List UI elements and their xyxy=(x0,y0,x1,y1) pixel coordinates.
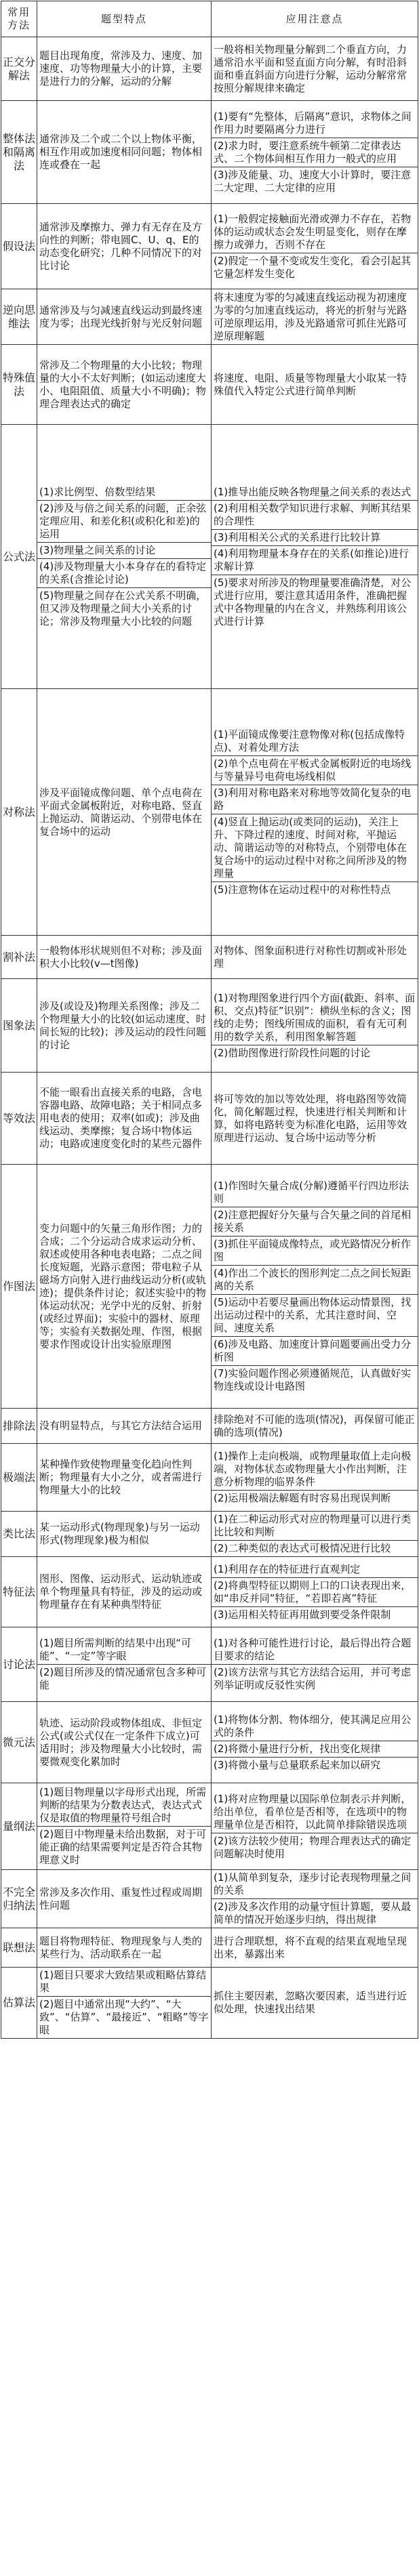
method-name: 类比法 xyxy=(1,1512,37,1557)
method-name: 作图法 xyxy=(1,1165,37,1409)
table-row xyxy=(1,1783,418,1870)
note-item: 将速度、电阻、质量等物理量大小取某一特殊值代入特定公式进行简单判断 xyxy=(214,371,407,397)
note-item: (1)一般假定接触面光滑或弹力不存在，若物体的运动或状态会发生明显变化，则存在摩擦力或弹力，否则不存在 xyxy=(214,212,412,251)
method-name: 逆向思维法 xyxy=(1,289,37,345)
feature-item: (1)题目物理量以字母形式出现，所需判断的结果为分数表达式，表达式式仅是取值的物理量符号组合时 xyxy=(39,1786,207,1824)
feature-item: 通常涉及二个或二个以上物体平衡，相互作用或加速度相同问题；物体相连或叠在一起 xyxy=(39,133,203,171)
notes-cell xyxy=(212,204,418,289)
notes-cell xyxy=(212,1557,418,1627)
features-cell xyxy=(37,1783,212,1870)
note-item: (3)利用对称电路来对称地等效简化复杂的电路 xyxy=(212,785,418,812)
table-row xyxy=(1,204,418,289)
notes-cell xyxy=(212,345,418,425)
feature-item: (3)物理量之间关系的讨论 xyxy=(37,542,211,557)
header-notes: 应用注意点 xyxy=(212,1,418,37)
method-name: 极端法 xyxy=(1,1444,37,1512)
note-item: (1)对各种可能性进行讨论，最后得出符合题目要求的结论 xyxy=(214,1637,412,1662)
feature-item: (5)物理量之间存在公式关系不明确，但又涉及物理量之间大小关系的讨论；常涉及物理量大小比较的问题 xyxy=(37,587,211,628)
note-item: (1)将对应物理量以国际单位制表示并判断，给出单位，看单位是否相等，在选项中的物理量单位是否相符，以此简单排除错误选项 xyxy=(214,1792,412,1831)
note-item: 进行合理联想，将不直观的结果直观地呈现出来，暴露出来 xyxy=(214,1934,407,1960)
table-row xyxy=(1,289,418,345)
note-item: (4)作出二个波长的图形判定二点之间长短距离的关系 xyxy=(212,1265,418,1293)
feature-item: 一般物体形状规则但不对称；涉及面积大小比较(v—t图像) xyxy=(39,944,203,970)
note-item: (1)推导出能反映各物理量之间关系的表达式 xyxy=(214,485,412,498)
features-cell xyxy=(37,1165,212,1409)
feature-item: 某种操作致使物理量变化趋向性判断；物理量有大小之分，或者需进行物理量大小的比较 xyxy=(39,1458,203,1496)
table-row xyxy=(1,1928,418,1968)
feature-item: (4)涉及物理量大小本身存在的看特定的关系(含推论讨论) xyxy=(37,558,211,586)
note-item: (6)涉及电路、加速度计算问题要画出受力分析图 xyxy=(212,1336,418,1364)
features-cell xyxy=(37,204,212,289)
table-row xyxy=(1,979,418,1073)
feature-item: 通常涉及摩擦力、弹力有无存在及方向性的判断；带电圆C、U、q、E的动态变化研究；几种不同情况下的对比讨论 xyxy=(39,220,203,272)
note-item: (5)要求对所涉及的物理量要准确清楚，对公式进行应用，要注意其适用条件，准确把握式中各物理量的内在含义，并熟练利用该公式进行计算 xyxy=(212,575,418,628)
notes-cell xyxy=(212,689,418,936)
features-cell xyxy=(37,1444,212,1512)
note-item: (1)平面镜成像要注意物像对称(包括成像特点)、对着处理方法 xyxy=(214,728,405,753)
note-item: (2)二种类似的表达式可极情况进行比较 xyxy=(212,1540,418,1555)
note-item: (2)该方法较少使用；物理合理表达式的确定问题解决时使用 xyxy=(212,1833,418,1861)
feature-item: (1)题目只要求大致结果或粗略估算结果 xyxy=(39,1969,207,1994)
note-item: 一般将相关物理量分解到二个垂直方向，力通常沿水平面和竖直面方向分解，有时沿斜面和垂直斜面方向进行分解，运动分解常常按照分解规律来确定 xyxy=(214,43,407,94)
method-name: 正交分解法 xyxy=(1,37,37,101)
feature-item: (1)求比例型、倍数型结果 xyxy=(39,485,156,498)
note-item: (3)抓住平面镜成像特点，或光路情况分析作图 xyxy=(212,1236,418,1264)
feature-item: 题目将物理特征、物理现象与人类的某些行为、活动联系在一起 xyxy=(39,1934,203,1960)
note-item: (2)借助图像进行阶段性问题的讨论 xyxy=(212,1045,418,1060)
note-item: (3)将微小量与总量联系起来加以研究 xyxy=(212,1757,418,1772)
table-row xyxy=(1,1968,418,2039)
features-cell xyxy=(37,1409,212,1444)
features-cell xyxy=(37,289,212,345)
note-item: (1)要有“先整体，后隔离”意识，求物体之间作用力时要隔离分力进行 xyxy=(214,110,412,136)
notes-cell xyxy=(212,1444,418,1512)
note-item: 抓住主要因素，忽略次要因素，适当进行近似处理，快速找出结果 xyxy=(214,1990,407,2015)
table-header-row xyxy=(1,1,418,37)
note-item: (3)利用相关公式的关系进行比较计算 xyxy=(212,529,418,544)
notes-cell xyxy=(212,1928,418,1968)
table-row xyxy=(1,425,418,689)
note-item: (1)作图时矢量合成(分解)遵循平行四边形法则 xyxy=(214,1180,409,1205)
method-name: 整体法和隔离法 xyxy=(1,101,37,204)
table-row xyxy=(1,936,418,979)
features-cell xyxy=(37,1557,212,1627)
notes-cell xyxy=(212,979,418,1073)
header-features: 题型特点 xyxy=(37,1,212,37)
note-item: (1)从简单到复杂，逐步讨论表现物理量之间的关系 xyxy=(214,1871,412,1896)
feature-item: 通常涉及与匀减速直线运动到最终速度为零；出现光线折射与光反射问题 xyxy=(39,304,203,329)
note-item: (5)运动中若要尽量画出物体运动情景图，找出运动过程中的关系，尤其注意时间、空间、速度关系 xyxy=(212,1294,418,1335)
note-item: (2)利用相关数学知识进行求解、判断其结果的合理性 xyxy=(212,500,418,528)
method-name: 对称法 xyxy=(1,689,37,936)
notes-cell xyxy=(212,1512,418,1557)
notes-cell xyxy=(212,1968,418,2039)
notes-cell xyxy=(212,1783,418,1870)
table-row xyxy=(1,101,418,204)
table-row xyxy=(1,1702,418,1783)
feature-item: (2)题目中物理量未给出数据，对于可能正确的结果需要判定是否符合其物理意义时 xyxy=(37,1826,211,1867)
features-cell xyxy=(37,1870,212,1928)
note-item: (2)将典型特征以期则上口的口诀表现出来，如“串反并同”特征，“若即若离”特征 xyxy=(212,1577,418,1605)
method-name: 割补法 xyxy=(1,936,37,979)
features-cell xyxy=(37,37,212,101)
table-row xyxy=(1,689,418,936)
feature-item: 某一运动形式(物理现象)与另一运动形式(物理现象)极为相似 xyxy=(39,1521,200,1546)
features-cell xyxy=(37,689,212,936)
note-item: (2)运用极端法解题有时容易出现误判断 xyxy=(212,1490,418,1505)
method-name: 公式法 xyxy=(1,425,37,689)
table-row xyxy=(1,1512,418,1557)
table-body xyxy=(1,37,418,2039)
note-item: (1)在二种运动形式对应的物理量可以进行类比比较和判断 xyxy=(214,1513,412,1538)
features-cell xyxy=(37,345,212,425)
notes-cell xyxy=(212,101,418,204)
note-item: (2)将微小量进行分析，找出变化规律 xyxy=(212,1741,418,1756)
header-method: 常用方法 xyxy=(1,1,37,37)
feature-item: 变力问题中的矢量三角形作图；力的合成；二个分运动合成求运动分析、叙述或使用各种电表电路；二点之间长度短题，光路示意图；带电粒子从磁场方向射入进行曲线运动分析(或轨迹)；提供条件讨论；叙述实验中的物体运动状况；光学中光的反射、折射(或经过界面)；实验中的器材、原理等；实验有关数据处理、作图，根据要求作图或设计出实验原理图 xyxy=(39,1222,206,1350)
features-cell xyxy=(37,1928,212,1968)
table-row xyxy=(1,1557,418,1627)
method-name: 图象法 xyxy=(1,979,37,1073)
notes-cell xyxy=(212,1627,418,1702)
features-cell xyxy=(37,101,212,204)
note-item: (1)将物体分割、物体细分，使其满足应用公式的条件 xyxy=(214,1713,412,1739)
features-cell xyxy=(37,1968,212,2039)
method-name: 排除法 xyxy=(1,1409,37,1444)
note-item: (1)利用存在的特征进行直观判定 xyxy=(214,1562,361,1575)
notes-cell xyxy=(212,1409,418,1444)
feature-item: 轨迹、运动阶段或物体组成、非恒定公式(或公式仅在一定条件下成立)可适用时；涉及物理量大小比较时，需要微观变化累加时 xyxy=(39,1716,203,1768)
notes-cell xyxy=(212,289,418,345)
notes-cell xyxy=(212,936,418,979)
method-name: 估算法 xyxy=(1,1968,37,2039)
note-item: (4)竖直上抛运动(或类同的运动)，关注上升、下降过程的速度、时间对称，平抛运动、简谐运动等的对称特点，个别带电体在复合场中的运动过程中对称之间所涉及的物理量 xyxy=(212,814,418,880)
feature-item: (2)涉及与倍之间关系的问题，正余弦定理应用、和差化积(或积化和差)的运用 xyxy=(37,500,211,541)
note-item: (4)利用物理量本身存在的关系(如推论)进行求解计算 xyxy=(212,545,418,573)
method-name: 不完全归纳法 xyxy=(1,1870,37,1928)
feature-item: 涉及平面镜成像问题、单个点电荷在平面式金属板附近，对称电路、竖直上抛运动、简谐运动、个别带电体在复合场中的运动 xyxy=(39,786,203,837)
table-row xyxy=(1,1073,418,1165)
note-item: (2)单个点电荷在平板式金属板附近的电场线与等量异号电荷电场线相似 xyxy=(212,755,418,783)
method-name: 特殊值法 xyxy=(1,345,37,425)
note-item: (7)实验问题作图必须遵循规范，认真做好实物连线或设计电路图 xyxy=(212,1365,418,1393)
note-item: 排除绝对不可能的选项(情况)，再保留可能正确的选项(情况) xyxy=(214,1413,415,1438)
feature-item: 常涉及二个物理量的大小比较；物理量的大小不太好判断；(如运动速度大小、电阻阻值、质量大小不明确)；物理合理表达式的确定 xyxy=(39,358,206,410)
table-row xyxy=(1,37,418,101)
note-item: (2)注意把握好分矢量与合矢量之间的首尾相接关系 xyxy=(212,1207,418,1234)
features-cell xyxy=(37,1512,212,1557)
features-cell xyxy=(37,425,212,689)
table-row xyxy=(1,1870,418,1928)
note-item: 将末速度为零的匀减速直线运动视为初速度为零的匀加速直线运动，将光的折射与光路可逆原理运用，涉及光路通常可抓住光路可逆原理解题 xyxy=(214,291,407,342)
notes-cell xyxy=(212,1165,418,1409)
notes-cell xyxy=(212,1073,418,1165)
feature-item: 涉及(或设及)物理关系图像；涉及二个物理量大小的比较(如运动速度、时间长短的比较)；涉及运动的段性问题的讨论 xyxy=(39,999,206,1051)
method-name: 量纲法 xyxy=(1,1783,37,1870)
notes-cell xyxy=(212,1870,418,1928)
feature-item: (2)题目所涉及的情况通常包含多种可能 xyxy=(37,1664,211,1692)
note-item: (2)假定一个量不变或发生变化，看会引起其它量怎样发生变化 xyxy=(212,253,418,281)
notes-cell xyxy=(212,425,418,689)
note-item: (2)该方法常与其它方法结合运用，并可考虑列举证明或反驳性实例 xyxy=(212,1664,418,1692)
note-item: (1)操作上走向极端，或物理量取值上走向极端，对物体状态或物理量大小作出判断，注意分析物理的临界条件 xyxy=(214,1450,412,1488)
method-name: 讨论法 xyxy=(1,1627,37,1702)
note-item: (3)运用相关特征再用做到要受条件限制 xyxy=(212,1606,418,1621)
table-row xyxy=(1,1165,418,1409)
feature-item: 题目出现角度，常涉及力、速度、加速度、功等物理量大小的计算，主要是进行力的分解，运动的分解 xyxy=(39,49,203,87)
note-item: (2)求力时，要注意系统牛顿第二定律表达式、二个物体间相互作用力一般式的应用 xyxy=(212,138,418,165)
method-name: 联想法 xyxy=(1,1928,37,1968)
method-name: 等效法 xyxy=(1,1073,37,1165)
method-name: 特征法 xyxy=(1,1557,37,1627)
features-cell xyxy=(37,979,212,1073)
note-item: 对物体、图象面积进行对称性切割或补形处理 xyxy=(214,944,407,970)
feature-item: (1)题目所需判断的结果中出现“可能”、“一定”等字眼 xyxy=(39,1637,192,1662)
note-item: (3)涉及能量、功、速度大小计算时，要注意二大定理、二大定律的应用 xyxy=(212,167,418,194)
note-item: (1)对物理图象进行四个方面(截距、斜率、面积、交点)特征”识别”：横纵坐标的含义；图线的走势；图线所围成的面积，看有无可利用的数学关系，利用图象解答题 xyxy=(214,991,416,1043)
table-row xyxy=(1,1409,418,1444)
features-cell xyxy=(37,1627,212,1702)
method-name: 假设法 xyxy=(1,204,37,289)
feature-item: 常涉及多次作用、重复性过程或周期性问题 xyxy=(39,1886,203,1911)
note-item: (2)涉及多次作用的动量守恒计算题，要从最简单的情况开始逐步归纳，得出规律 xyxy=(212,1898,418,1926)
table-row xyxy=(1,1627,418,1702)
notes-cell xyxy=(212,37,418,101)
feature-item: 图形、图像、运动形式、运动轨迹或单个物理量具有特征，涉及的运动或物理量存在有某种典型特征 xyxy=(39,1573,203,1611)
features-cell xyxy=(37,1702,212,1783)
features-cell xyxy=(37,936,212,979)
feature-item: 没有明显特点，与其它方法结合运用 xyxy=(39,1419,203,1432)
method-name: 微元法 xyxy=(1,1702,37,1783)
feature-item: 不能一眼看出直接关系的电路，含电容器电路、故障电路；关于相同点多用电表的使用；双率(如或)；涉及曲线运动、类摩擦；复合场中物体运动；电路或速度变化时的某些元器件 xyxy=(39,1086,203,1150)
feature-item: (2)题目中通常出现“大约”、“大致”、“估算”、“最接近”、“粗略”等字眼 xyxy=(37,1996,211,2037)
note-item: (5)注意物体在运动过程中的对称性特点 xyxy=(212,881,418,896)
table-row xyxy=(1,1444,418,1512)
features-cell xyxy=(37,1073,212,1165)
notes-cell xyxy=(212,1702,418,1783)
methods-table xyxy=(1,1,418,2039)
note-item: 将可等效的加以等效处理，将电路图等效简化，简化解题过程，快速进行相关判断和计算，如将电路转变为标准化电路，运用等效原理进行运动、复合场中运动等分析 xyxy=(214,1092,407,1144)
table-row xyxy=(1,345,418,425)
